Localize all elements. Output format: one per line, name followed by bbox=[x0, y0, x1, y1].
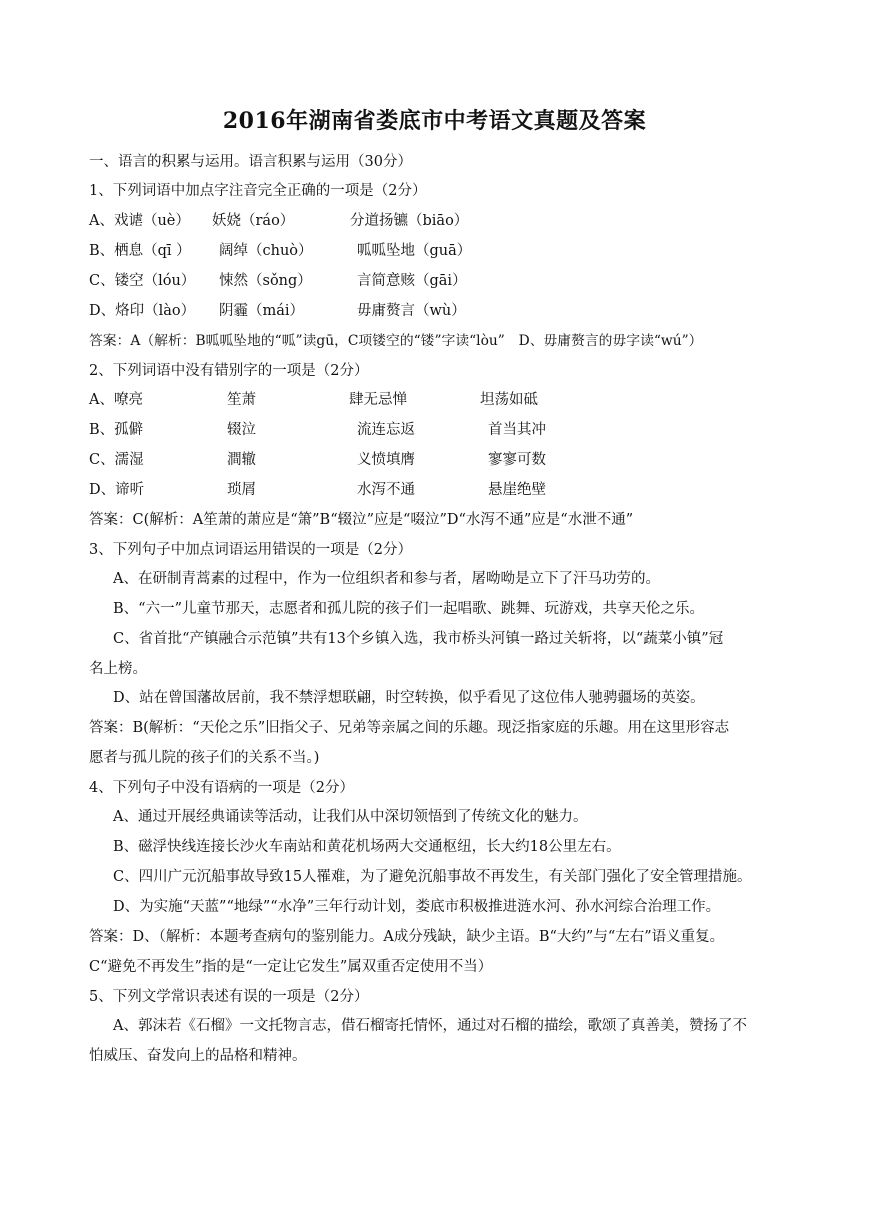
q2-b-4: 首当其冲 bbox=[488, 422, 546, 438]
q1-stem: 1、下列词语中加点字注音完全正确的一项是（2分） bbox=[89, 183, 427, 199]
q1-b-2: 阔绰（chuò） bbox=[219, 243, 313, 259]
q5-option-a: A、郭沫若《石榴》一文托物言志，借石榴寄托情怀，通过对石榴的描绘，歌颂了真善美，赞扬了不 bbox=[113, 1018, 747, 1034]
q2-b-3: 流连忘返 bbox=[357, 422, 415, 438]
q1-b-1: B、栖息（qī ） bbox=[89, 243, 191, 259]
q5-stem: 5、下列文学常识表述有误的一项是（2分） bbox=[89, 989, 369, 1005]
q4-stem: 4、下列句子中没有语病的一项是（2分） bbox=[89, 780, 354, 796]
q2-c-2: 澗辙 bbox=[227, 452, 256, 468]
q1-c-2: 悚然（sǒng） bbox=[219, 273, 312, 289]
q2-d-4: 悬崖绝壁 bbox=[488, 482, 546, 498]
q4-option-a: A、通过开展经典诵读等活动，让我们从中深切领悟到了传统文化的魅力。 bbox=[113, 809, 588, 825]
q4-option-d: D、为实施“天蓝”“地绿”“水净”三年行动计划，娄底市积极推进涟水河、孙水河综合治理工作。 bbox=[113, 899, 721, 915]
q1-a-1: A、戏谑（uè） bbox=[89, 213, 190, 229]
q2-d-1: D、谛听 bbox=[89, 482, 145, 498]
q2-d-2: 琐屑 bbox=[227, 482, 256, 498]
q1-d-3: 毋庸赘言（wù） bbox=[357, 303, 466, 319]
q1-d-1: D、烙印（lào） bbox=[89, 303, 196, 319]
q2-d-3: 水泻不通 bbox=[357, 482, 415, 498]
q5-option-a-continued: 怕威压、奋发向上的品格和精神。 bbox=[89, 1048, 307, 1064]
q3-answer: 答案：B(解析：“天伦之乐”旧指父子、兄弟等亲属之间的乐趣。现泛指家庭的乐趣。用在这里形容志 bbox=[89, 720, 730, 736]
q4-option-b: B、磁浮快线连接长沙火车南站和黄花机场两大交通枢纽，长大约18公里左右。 bbox=[113, 839, 621, 855]
q3-stem: 3、下列句子中加点词语运用错误的一项是（2分） bbox=[89, 542, 412, 558]
q1-b-3: 呱呱坠地（guā） bbox=[357, 243, 472, 259]
q1-answer: 答案：A（解析：B呱呱坠地的“呱”读gū，C项镂空的“镂”字读“lòu” D、毋庸赘言的毋字读“wú”） bbox=[89, 333, 703, 349]
q3-option-d: D、站在曾国藩故居前，我不禁浮想联翩，时空转换，似乎看见了这位伟人驰骋疆场的英姿。 bbox=[113, 690, 705, 706]
q2-stem: 2、下列词语中没有错别字的一项是（2分） bbox=[89, 363, 369, 379]
q4-answer-continued: C“避免不再发生”指的是“一定让它发生”属双重否定使用不当） bbox=[89, 959, 493, 975]
q1-c-1: C、镂空（lóu） bbox=[89, 273, 196, 289]
q1-c-3: 言简意赅（gāi） bbox=[357, 273, 467, 289]
q1-a-3: 分道扬镳（biāo） bbox=[350, 213, 469, 229]
q2-b-1: B、孤僻 bbox=[89, 422, 144, 438]
q1-d-2: 阴霾（mái） bbox=[219, 303, 305, 319]
q4-option-c: C、四川广元沉船事故导致15人罹难，为了避免沉船事故不再发生，有关部门强化了安全管理措施。 bbox=[113, 869, 752, 885]
q2-a-4: 坦荡如砥 bbox=[480, 392, 538, 408]
q2-a-1: A、嘹亮 bbox=[89, 392, 143, 408]
q2-b-2: 辍泣 bbox=[227, 422, 256, 438]
q2-c-3: 义愤填膺 bbox=[357, 452, 415, 468]
q3-option-c-continued: 名上榜。 bbox=[89, 661, 147, 677]
q4-answer: 答案：D、（解析：本题考查病句的鉴别能力。A成分残缺，缺少主语。B“大约”与“左右”语义重复。 bbox=[89, 929, 725, 945]
q3-option-b: B、“六一”儿童节那天，志愿者和孤儿院的孩子们一起唱歌、跳舞、玩游戏，共享天伦之乐。 bbox=[113, 601, 704, 617]
q2-a-3: 肆无忌惮 bbox=[349, 392, 407, 408]
q2-answer: 答案：C(解析：A笙萧的萧应是“箫”B“辍泣”应是“啜泣”D“水泻不通”应是“水泄不通” bbox=[89, 512, 634, 528]
q3-answer-continued: 愿者与孤儿院的孩子们的关系不当。) bbox=[89, 750, 320, 766]
page-title: 2016年湖南省娄底市中考语文真题及答案 bbox=[222, 108, 647, 134]
q2-c-4: 寥寥可数 bbox=[488, 452, 546, 468]
q2-c-1: C、濡湿 bbox=[89, 452, 144, 468]
q3-option-a: A、在研制青蒿素的过程中，作为一位组织者和参与者，屠呦呦是立下了汗马功劳的。 bbox=[113, 571, 660, 587]
q2-a-2: 笙萧 bbox=[227, 392, 256, 408]
q3-option-c: C、省首批“产镇融合示范镇”共有13个乡镇入选，我市桥头河镇一路过关斩将，以“蔬菜小镇”冠 bbox=[113, 631, 724, 647]
section-heading: 一、语言的积累与运用。语言积累与运用（30分） bbox=[89, 154, 412, 170]
q1-a-2: 妖娆（ráo） bbox=[212, 213, 295, 229]
